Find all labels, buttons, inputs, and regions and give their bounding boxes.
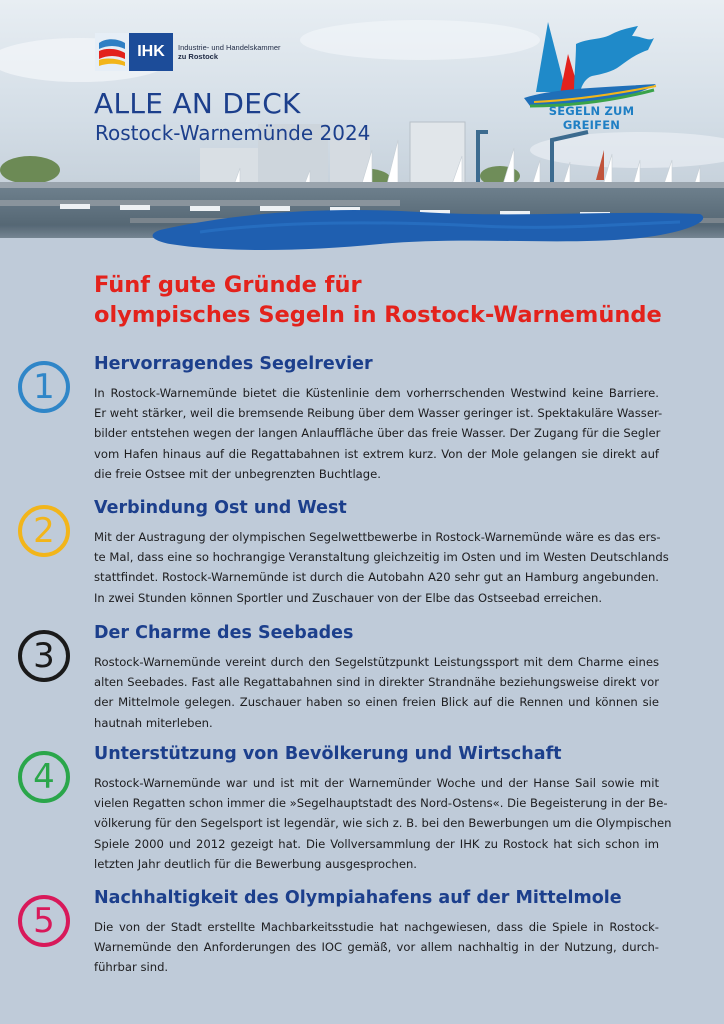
reason-body [94, 383, 663, 484]
headline-line1: Fünf gute Gründe für [94, 272, 362, 298]
ihk-name [178, 43, 281, 61]
page-title: ALLE AN DECK [94, 87, 301, 120]
body-line: Die von der Stadt erstellte Machbarkeitsstudie hat nachgewiesen, dass die Spiele in Rostock- [94, 920, 659, 934]
body-line: Rostock-Warnemünde war und ist mit der Warnemünder Woche und der Hanse Sail sowie mit [94, 776, 659, 790]
reason-body [94, 773, 672, 874]
reason-title: Hervorragendes Segelrevier [94, 354, 373, 374]
ihk-emblem [95, 33, 173, 71]
number-circle-icon: 1 [18, 361, 70, 413]
body-line: der Mittelmole gelegen. Zuschauer haben so einen freien Blick auf die Rennen und können sie [94, 695, 659, 710]
body-line: Rostock-Warnemünde vereint durch den Segelstützpunkt Leistungssport mit dem Charme eines [94, 655, 659, 669]
body-line: letzten Jahr deutlich für die Bewerbung ausgesprochen. [94, 856, 417, 871]
body-line: alten Seebades. Fast alle Regattabahnen sind in direkter Strandnähe beziehungsweise direkt vor [94, 675, 659, 690]
headline [94, 270, 662, 330]
body-line: vielen Regatten schon immer die »Segelhauptstadt des Nord-Ostens«. Die Begeisterung in der Be- [94, 796, 668, 811]
body-line: bilder entstehen wegen der langen Anlauffläche über das freie Wasser. Der Zugang für die Segler [94, 426, 661, 441]
ihk-name-line1: Industrie- und Handelskammer [178, 43, 281, 52]
ihk-logo [95, 33, 281, 71]
reason-body [94, 917, 659, 978]
body-line: die freie Ostsee mit der unbegrenzten Buchtlage. [94, 466, 381, 481]
body-line: vom Hafen hinaus auf die Regattabahnen ist extrem kurz. Von der Mole gelangen sie direkt auf [94, 446, 659, 461]
number-circle-icon: 5 [18, 895, 70, 947]
brand-slogan: SEGELN ZUM GREIFEN [548, 104, 635, 132]
ihk-abbreviation: IHK [129, 33, 173, 71]
body-line: Mit der Austragung der olympischen Segelwettbewerbe in Rostock-Warnemünde wäre es das ers- [94, 530, 661, 544]
body-line: völkerung für den Segelsport ist legendär, wie sich z. B. bei den Bewerbungen um die Olympischen [94, 816, 672, 831]
body-line: führbar sind. [94, 960, 169, 975]
ihk-name-line2: zu Rostock [178, 52, 219, 61]
body-line: In Rostock-Warnemünde bietet die Küstenlinie dem vorherrschenden Westwind keine Barriere. [94, 386, 659, 400]
reason-title: Nachhaltigkeit des Olympiahafens auf der Mittelmole [94, 888, 622, 908]
number-circle-icon: 4 [18, 751, 70, 803]
reason-body [94, 652, 659, 733]
headline-line2: olympisches Segeln in Rostock-Warnemünde [94, 302, 662, 328]
reason-title: Verbindung Ost und West [94, 498, 347, 518]
body-line: hautnah miterleben. [94, 715, 213, 730]
reason-body [94, 527, 669, 608]
body-line: Warnemünde den Anforderungen des IOC gemäß, vor allem nachhaltig in der Nutzung, durch- [94, 940, 659, 955]
ihk-emblem-icon [95, 33, 129, 71]
reason-title: Der Charme des Seebades [94, 623, 354, 643]
body-line: te Mal, dass eine so hochrangige Veranstaltung gleichzeitig im Osten und im Westen Deutschlands [94, 550, 669, 565]
number-circle-icon: 2 [18, 505, 70, 557]
body-line: Spiele 2000 und 2012 gezeigt hat. Die Vollversammlung der IHK zu Rostock hat sich schon im [94, 836, 659, 851]
body-line: stattfindet. Rostock-Warnemünde ist durch die Autobahn A20 sehr gut an Hamburg angebunden. [94, 570, 659, 585]
body-line: Er weht stärker, weil die bremsende Reibung über dem Wasser geringer ist. Spektakuläre Wasser- [94, 406, 663, 421]
body-line: In zwei Stunden können Sportler und Zuschauer von der Elbe das Ostseebad erreichen. [94, 590, 603, 605]
page-subtitle: Rostock-Warnemünde 2024 [95, 121, 371, 145]
reason-title: Unterstützung von Bevölkerung und Wirtschaft [94, 744, 562, 764]
header-photo-banner [0, 0, 724, 262]
number-circle-icon: 3 [18, 630, 70, 682]
